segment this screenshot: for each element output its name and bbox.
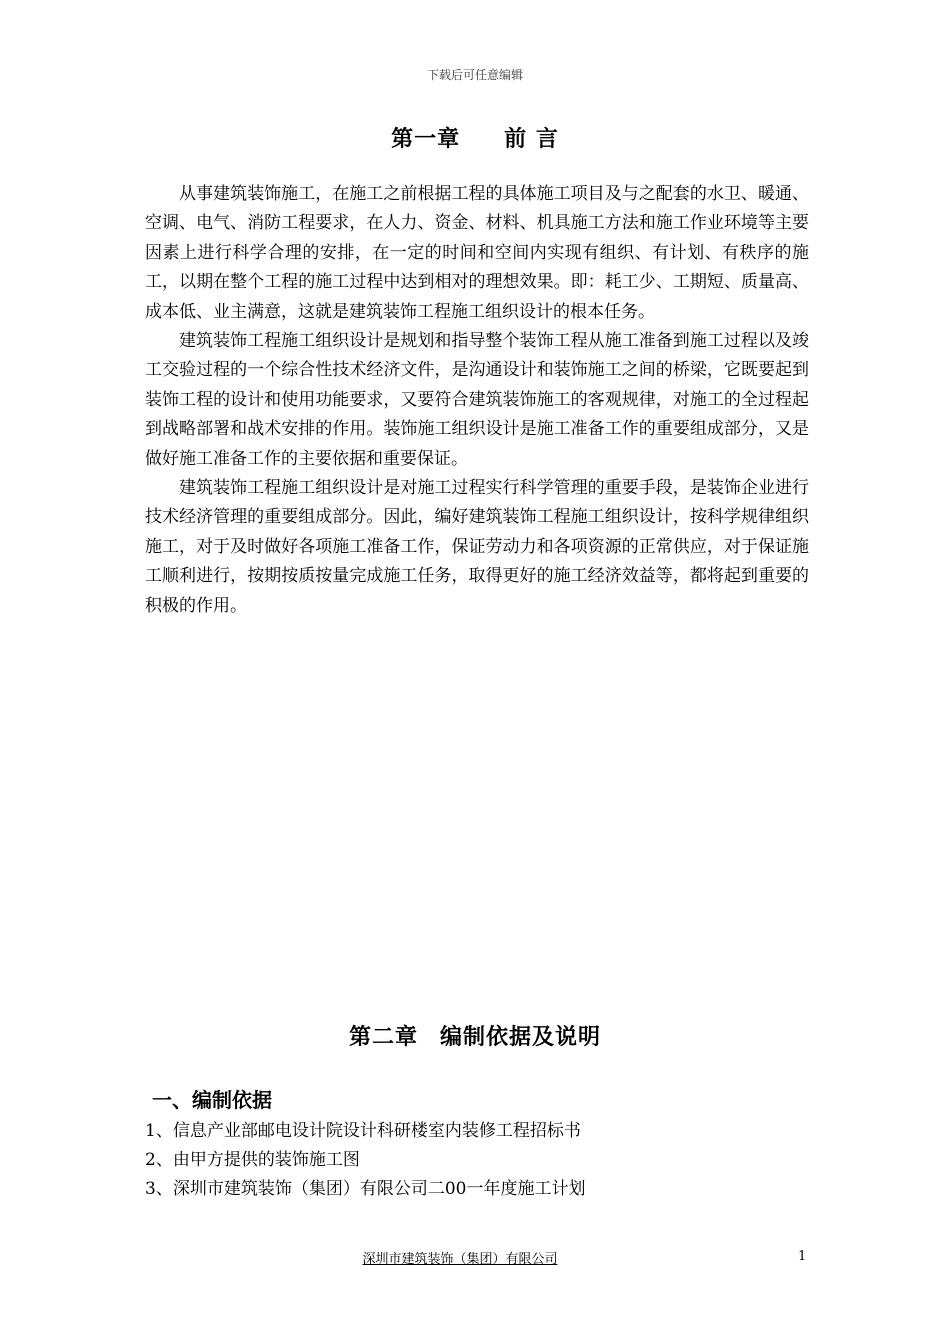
section-heading-basis: 一、编制依据 <box>152 1088 272 1112</box>
chapter-2-title <box>0 1020 950 1051</box>
paragraph-2: 建筑装饰工程施工组织设计是规划和指导整个装饰工程从施工准备到施工过程以及竣工交验过程的一个综合性技术经济文件，是沟通设计和装饰施工之间的桥梁，它既要起到装饰工程的设计和使用功能要求，又要符合建筑装饰施工的客观规律，对施工的全过程起到战略部署和战术安排的作用。装饰施工组织设计是施工准备工作的重要组成部分，又是做好施工准备工作的主要依据和重要保证。 <box>145 331 809 469</box>
chapter-1-title <box>0 122 950 153</box>
footer-company-name: 深圳市建筑装饰（集团）有限公司 <box>362 1252 558 1267</box>
list-item: 3、深圳市建筑装饰（集团）有限公司二00一年度施工计划 <box>145 1179 586 1199</box>
header-note: 下载后可任意编辑 <box>426 68 523 82</box>
chapter-1-name: 前 言 <box>504 126 559 152</box>
chapter-2-number: 第二章 <box>348 1024 418 1050</box>
list-item: 2、由甲方提供的装饰施工图 <box>145 1150 360 1170</box>
page-number: 1 <box>798 1249 807 1264</box>
chapter-1-number: 第一章 <box>391 126 461 152</box>
chapter-2-name: 编制依据及说明 <box>440 1024 602 1050</box>
paragraph-1: 从事建筑装饰施工，在施工之前根据工程的具体施工项目及与之配套的水卫、暖通、空调、电气、消防工程要求，在人力、资金、材料、机具施工方法和施工作业环境等主要因素上进行科学合理的安排，在一定的时间和空间内实现有组织、有计划、有秩序的施工，以期在整个工程的施工过程中达到相对的理想效果。即：耗工少、工期短、质量高、成本低、业主满意，这就是建筑装饰工程施工组织设计的根本任务。 <box>145 184 809 322</box>
chapter-1-body <box>145 180 809 621</box>
paragraph-3: 建筑装饰工程施工组织设计是对施工过程实行科学管理的重要手段，是装饰企业进行技术经济管理的重要组成部分。因此，编好建筑装饰工程施工组织设计，按科学规律组织施工，对于及时做好各项施工准备工作，保证劳动力和各项资源的正常供应，对于保证施工顺利进行，按期按质按量完成施工任务，取得更好的施工经济效益等，都将起到重要的积极的作用。 <box>145 478 809 616</box>
footer-company <box>0 1248 920 1267</box>
basis-list <box>145 1117 809 1204</box>
list-item: 1、信息产业部邮电设计院设计科研楼室内装修工程招标书 <box>145 1121 581 1141</box>
